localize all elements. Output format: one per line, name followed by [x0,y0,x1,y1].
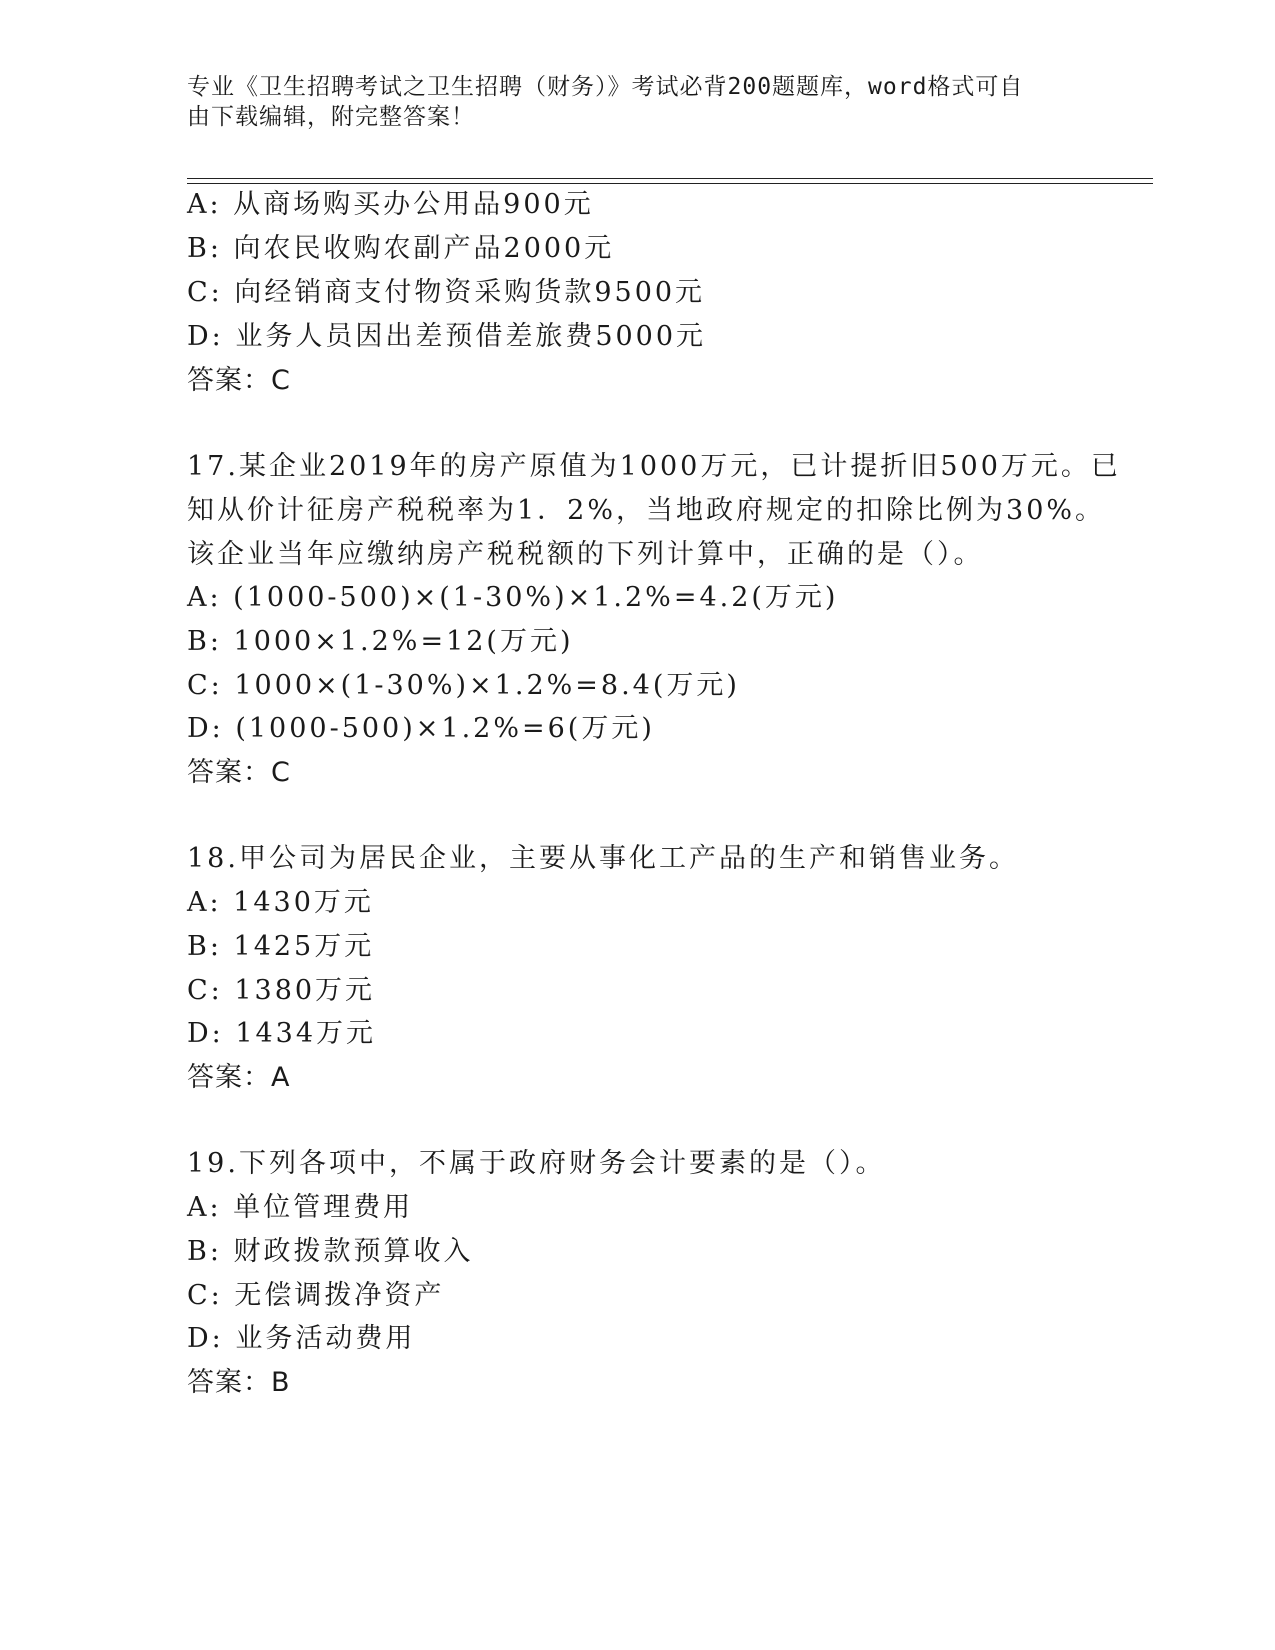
q19-stem: 19.下列各项中，不属于政府财务会计要素的是（）。 [187,1148,886,1179]
q18-option-b: B: 1425万元 [187,931,375,962]
q16-option-b: B: 向农民收购农副产品2000元 [187,233,615,264]
q19-option-a: A: 单位管理费用 [187,1192,414,1223]
q18-answer: 答案：A [187,1062,291,1093]
q19-option-d: D: 业务活动费用 [187,1323,416,1354]
q16-option-c: C: 向经销商支付物资采购货款9500元 [187,277,706,308]
q18-option-d: D: 1434万元 [187,1018,377,1049]
q17-stem-line-1: 17.某企业2019年的房产原值为1000万元，已计提折旧500万元。已 [187,451,1121,482]
q17-option-a: A: (1000-500)×(1-30%)×1.2%=4.2(万元) [187,582,839,613]
q18-stem: 18.甲公司为居民企业，主要从事化工产品的生产和销售业务。 [187,843,1019,874]
q16-answer: 答案：C [187,365,291,396]
header-line-1: 专业《卫生招聘考试之卫生招聘（财务）》考试必背200题题库，word格式可自 [187,74,1024,100]
q19-option-c: C: 无偿调拨净资产 [187,1280,445,1311]
q18-option-a: A: 1430万元 [187,887,374,918]
q17-option-d: D: (1000-500)×1.2%=6(万元) [187,713,655,744]
q19-option-b: B: 财政拨款预算收入 [187,1236,474,1267]
q18-option-c: C: 1380万元 [187,975,376,1006]
q16-option-a: A: 从商场购买办公用品900元 [187,189,594,220]
q17-option-b: B: 1000×1.2%=12(万元) [187,626,574,657]
q19-answer: 答案：B [187,1367,291,1398]
q16-option-d: D: 业务人员因出差预借差旅费5000元 [187,321,707,352]
header-divider-bottom [187,183,1153,184]
header-divider-top [187,178,1153,179]
q17-stem-line-3: 该企业当年应缴纳房产税税额的下列计算中，正确的是（）。 [187,539,984,570]
q17-answer: 答案：C [187,757,291,788]
header-line-2: 由下载编辑，附完整答案！ [187,104,475,130]
q17-option-c: C: 1000×(1-30%)×1.2%=8.4(万元) [187,670,740,701]
document-header [187,72,1067,132]
q17-stem-line-2: 知从价计征房产税税率为1．2%，当地政府规定的扣除比例为30%。 [187,495,1106,526]
